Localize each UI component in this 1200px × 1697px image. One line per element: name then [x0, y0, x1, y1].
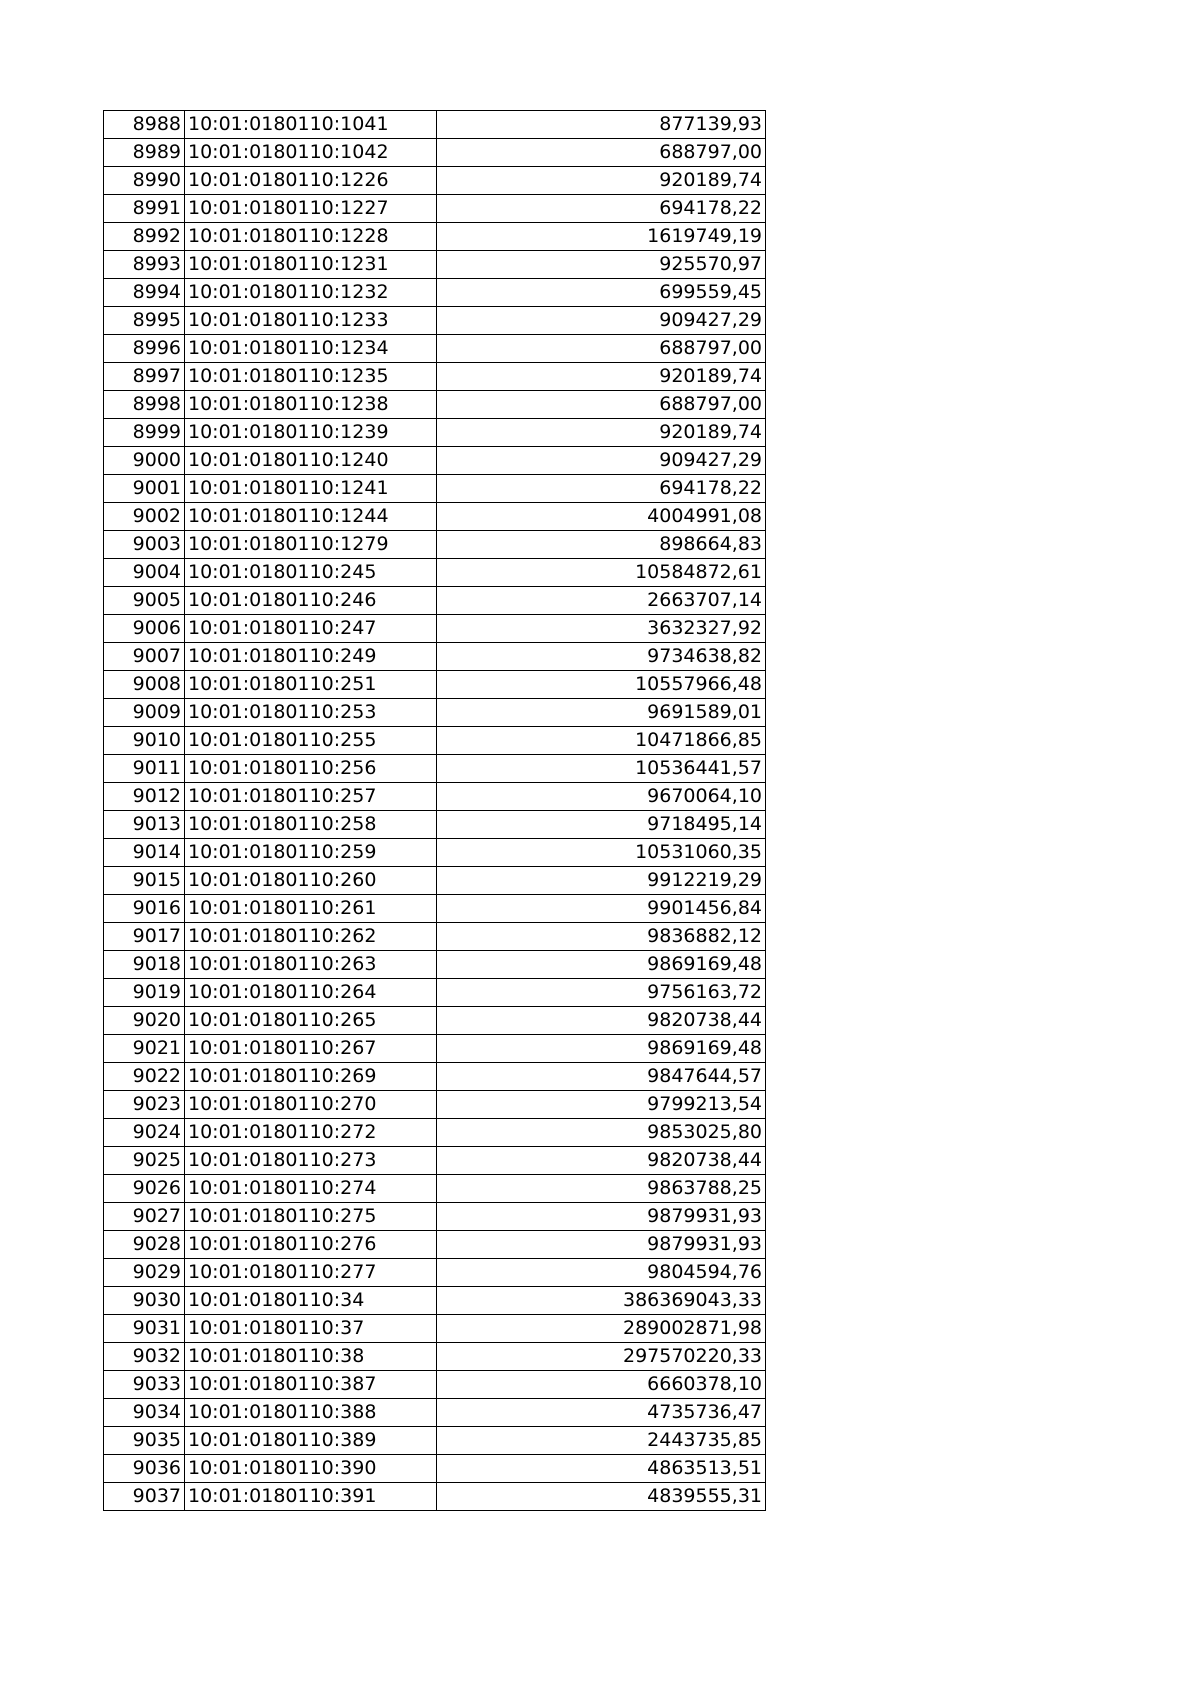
- row-number-cell: 9000: [104, 447, 185, 475]
- table-row: [104, 1455, 766, 1483]
- row-number-cell: 9011: [104, 755, 185, 783]
- value-cell: 386369043,33: [437, 1287, 766, 1315]
- cadastral-number-cell: 10:01:0180110:1226: [185, 167, 437, 195]
- row-number-cell: 9031: [104, 1315, 185, 1343]
- cadastral-number-cell: 10:01:0180110:273: [185, 1147, 437, 1175]
- row-number-cell: 9020: [104, 1007, 185, 1035]
- table-row: [104, 587, 766, 615]
- row-number-cell: 8990: [104, 167, 185, 195]
- value-cell: 898664,83: [437, 531, 766, 559]
- value-cell: 1619749,19: [437, 223, 766, 251]
- table-row: [104, 1483, 766, 1511]
- row-number-cell: 9021: [104, 1035, 185, 1063]
- value-cell: 9912219,29: [437, 867, 766, 895]
- table-row: [104, 615, 766, 643]
- row-number-cell: 9009: [104, 699, 185, 727]
- cadastral-number-cell: 10:01:0180110:1240: [185, 447, 437, 475]
- row-number-cell: 9007: [104, 643, 185, 671]
- row-number-cell: 9024: [104, 1119, 185, 1147]
- value-cell: 909427,29: [437, 307, 766, 335]
- row-number-cell: 9016: [104, 895, 185, 923]
- table-row: [104, 503, 766, 531]
- value-cell: 4863513,51: [437, 1455, 766, 1483]
- table-row: [104, 1007, 766, 1035]
- row-number-cell: 9004: [104, 559, 185, 587]
- cadastral-number-cell: 10:01:0180110:267: [185, 1035, 437, 1063]
- row-number-cell: 9026: [104, 1175, 185, 1203]
- row-number-cell: 9008: [104, 671, 185, 699]
- row-number-cell: 9002: [104, 503, 185, 531]
- value-cell: 688797,00: [437, 391, 766, 419]
- value-cell: 4839555,31: [437, 1483, 766, 1511]
- value-cell: 9804594,76: [437, 1259, 766, 1287]
- value-cell: 9820738,44: [437, 1007, 766, 1035]
- value-cell: 2663707,14: [437, 587, 766, 615]
- table-row: [104, 755, 766, 783]
- table-row: [104, 1315, 766, 1343]
- row-number-cell: 9035: [104, 1427, 185, 1455]
- table-row: [104, 475, 766, 503]
- table-row: [104, 1119, 766, 1147]
- cadastral-number-cell: 10:01:0180110:259: [185, 839, 437, 867]
- cadastral-number-cell: 10:01:0180110:264: [185, 979, 437, 1007]
- value-cell: 9869169,48: [437, 951, 766, 979]
- table-row: [104, 1371, 766, 1399]
- cadastral-number-cell: 10:01:0180110:1041: [185, 111, 437, 139]
- table-row: [104, 167, 766, 195]
- cadastral-number-cell: 10:01:0180110:253: [185, 699, 437, 727]
- value-cell: 10536441,57: [437, 755, 766, 783]
- value-cell: 9879931,93: [437, 1231, 766, 1259]
- cadastral-number-cell: 10:01:0180110:38: [185, 1343, 437, 1371]
- value-cell: 289002871,98: [437, 1315, 766, 1343]
- cadastral-number-cell: 10:01:0180110:388: [185, 1399, 437, 1427]
- cadastral-number-cell: 10:01:0180110:37: [185, 1315, 437, 1343]
- cadastral-number-cell: 10:01:0180110:1279: [185, 531, 437, 559]
- table-row: [104, 1427, 766, 1455]
- cadastral-number-cell: 10:01:0180110:269: [185, 1063, 437, 1091]
- cadastral-number-cell: 10:01:0180110:256: [185, 755, 437, 783]
- table-row: [104, 195, 766, 223]
- table-row: [104, 1147, 766, 1175]
- table-row: [104, 643, 766, 671]
- value-cell: 10531060,35: [437, 839, 766, 867]
- value-cell: 920189,74: [437, 363, 766, 391]
- cadastral-number-cell: 10:01:0180110:251: [185, 671, 437, 699]
- table-row: [104, 419, 766, 447]
- row-number-cell: 9006: [104, 615, 185, 643]
- row-number-cell: 9018: [104, 951, 185, 979]
- row-number-cell: 9017: [104, 923, 185, 951]
- row-number-cell: 8998: [104, 391, 185, 419]
- cadastral-number-cell: 10:01:0180110:255: [185, 727, 437, 755]
- row-number-cell: 8993: [104, 251, 185, 279]
- table-row: [104, 811, 766, 839]
- value-cell: 909427,29: [437, 447, 766, 475]
- cadastral-number-cell: 10:01:0180110:247: [185, 615, 437, 643]
- row-number-cell: 9019: [104, 979, 185, 1007]
- cadastral-number-cell: 10:01:0180110:389: [185, 1427, 437, 1455]
- value-cell: 9853025,80: [437, 1119, 766, 1147]
- table-row: [104, 671, 766, 699]
- cadastral-number-cell: 10:01:0180110:263: [185, 951, 437, 979]
- value-cell: 9847644,57: [437, 1063, 766, 1091]
- value-cell: 9901456,84: [437, 895, 766, 923]
- row-number-cell: 9023: [104, 1091, 185, 1119]
- row-number-cell: 9037: [104, 1483, 185, 1511]
- table-row: [104, 867, 766, 895]
- cadastral-number-cell: 10:01:0180110:1238: [185, 391, 437, 419]
- value-cell: 877139,93: [437, 111, 766, 139]
- table-row: [104, 727, 766, 755]
- cadastral-number-cell: 10:01:0180110:1228: [185, 223, 437, 251]
- value-cell: 9734638,82: [437, 643, 766, 671]
- table-row: [104, 223, 766, 251]
- value-cell: 920189,74: [437, 167, 766, 195]
- cadastral-number-cell: 10:01:0180110:275: [185, 1203, 437, 1231]
- cadastral-number-cell: 10:01:0180110:257: [185, 783, 437, 811]
- table-row: [104, 391, 766, 419]
- row-number-cell: 9030: [104, 1287, 185, 1315]
- table-row: [104, 251, 766, 279]
- table-row: [104, 363, 766, 391]
- value-cell: 9836882,12: [437, 923, 766, 951]
- cadastral-number-cell: 10:01:0180110:1244: [185, 503, 437, 531]
- table-row: [104, 1091, 766, 1119]
- row-number-cell: 9033: [104, 1371, 185, 1399]
- row-number-cell: 8995: [104, 307, 185, 335]
- row-number-cell: 9036: [104, 1455, 185, 1483]
- cadastral-number-cell: 10:01:0180110:1239: [185, 419, 437, 447]
- cadastral-number-cell: 10:01:0180110:391: [185, 1483, 437, 1511]
- value-cell: 699559,45: [437, 279, 766, 307]
- table-row: [104, 139, 766, 167]
- table-row: [104, 1035, 766, 1063]
- row-number-cell: 9012: [104, 783, 185, 811]
- table-row: [104, 307, 766, 335]
- table-row: [104, 1203, 766, 1231]
- table-row: [104, 111, 766, 139]
- table-row: [104, 559, 766, 587]
- cadastral-number-cell: 10:01:0180110:262: [185, 923, 437, 951]
- cadastral-number-cell: 10:01:0180110:246: [185, 587, 437, 615]
- row-number-cell: 9003: [104, 531, 185, 559]
- row-number-cell: 8999: [104, 419, 185, 447]
- value-cell: 9718495,14: [437, 811, 766, 839]
- row-number-cell: 8996: [104, 335, 185, 363]
- table-row: [104, 1063, 766, 1091]
- row-number-cell: 8988: [104, 111, 185, 139]
- value-cell: 694178,22: [437, 475, 766, 503]
- cadastral-number-cell: 10:01:0180110:272: [185, 1119, 437, 1147]
- value-cell: 9863788,25: [437, 1175, 766, 1203]
- value-cell: 6660378,10: [437, 1371, 766, 1399]
- row-number-cell: 9027: [104, 1203, 185, 1231]
- value-cell: 9869169,48: [437, 1035, 766, 1063]
- cadastral-number-cell: 10:01:0180110:387: [185, 1371, 437, 1399]
- row-number-cell: 9001: [104, 475, 185, 503]
- row-number-cell: 9014: [104, 839, 185, 867]
- value-cell: 9879931,93: [437, 1203, 766, 1231]
- table-body: [104, 111, 766, 1511]
- value-cell: 688797,00: [437, 335, 766, 363]
- cadastral-number-cell: 10:01:0180110:261: [185, 895, 437, 923]
- row-number-cell: 9029: [104, 1259, 185, 1287]
- table-row: [104, 1343, 766, 1371]
- row-number-cell: 9034: [104, 1399, 185, 1427]
- cadastral-number-cell: 10:01:0180110:249: [185, 643, 437, 671]
- cadastral-number-cell: 10:01:0180110:277: [185, 1259, 437, 1287]
- cadastral-number-cell: 10:01:0180110:1241: [185, 475, 437, 503]
- value-cell: 9756163,72: [437, 979, 766, 1007]
- value-cell: 4735736,47: [437, 1399, 766, 1427]
- table-row: [104, 839, 766, 867]
- value-cell: 9820738,44: [437, 1147, 766, 1175]
- table-row: [104, 335, 766, 363]
- cadastral-number-cell: 10:01:0180110:1042: [185, 139, 437, 167]
- value-cell: 10471866,85: [437, 727, 766, 755]
- value-cell: 3632327,92: [437, 615, 766, 643]
- row-number-cell: 8994: [104, 279, 185, 307]
- cadastral-number-cell: 10:01:0180110:34: [185, 1287, 437, 1315]
- cadastral-number-cell: 10:01:0180110:390: [185, 1455, 437, 1483]
- table-row: [104, 1287, 766, 1315]
- value-cell: 920189,74: [437, 419, 766, 447]
- row-number-cell: 8989: [104, 139, 185, 167]
- row-number-cell: 9015: [104, 867, 185, 895]
- row-number-cell: 9013: [104, 811, 185, 839]
- row-number-cell: 9022: [104, 1063, 185, 1091]
- cadastral-number-cell: 10:01:0180110:1235: [185, 363, 437, 391]
- table-row: [104, 1399, 766, 1427]
- cadastral-number-cell: 10:01:0180110:265: [185, 1007, 437, 1035]
- cadastral-number-cell: 10:01:0180110:1234: [185, 335, 437, 363]
- data-table: [103, 110, 766, 1511]
- value-cell: 694178,22: [437, 195, 766, 223]
- table-row: [104, 895, 766, 923]
- cadastral-number-cell: 10:01:0180110:1231: [185, 251, 437, 279]
- table-row: [104, 923, 766, 951]
- row-number-cell: 8992: [104, 223, 185, 251]
- row-number-cell: 8991: [104, 195, 185, 223]
- cadastral-number-cell: 10:01:0180110:274: [185, 1175, 437, 1203]
- cadastral-number-cell: 10:01:0180110:1227: [185, 195, 437, 223]
- row-number-cell: 9010: [104, 727, 185, 755]
- table-row: [104, 531, 766, 559]
- cadastral-number-cell: 10:01:0180110:258: [185, 811, 437, 839]
- row-number-cell: 9025: [104, 1147, 185, 1175]
- cadastral-number-cell: 10:01:0180110:270: [185, 1091, 437, 1119]
- cadastral-number-cell: 10:01:0180110:1233: [185, 307, 437, 335]
- row-number-cell: 9032: [104, 1343, 185, 1371]
- value-cell: 10557966,48: [437, 671, 766, 699]
- value-cell: 925570,97: [437, 251, 766, 279]
- table-row: [104, 279, 766, 307]
- cadastral-number-cell: 10:01:0180110:260: [185, 867, 437, 895]
- row-number-cell: 9028: [104, 1231, 185, 1259]
- row-number-cell: 9005: [104, 587, 185, 615]
- value-cell: 9670064,10: [437, 783, 766, 811]
- table-row: [104, 951, 766, 979]
- table-row: [104, 1231, 766, 1259]
- value-cell: 4004991,08: [437, 503, 766, 531]
- table-row: [104, 783, 766, 811]
- table-row: [104, 447, 766, 475]
- row-number-cell: 8997: [104, 363, 185, 391]
- value-cell: 9691589,01: [437, 699, 766, 727]
- cadastral-number-cell: 10:01:0180110:245: [185, 559, 437, 587]
- table-row: [104, 1175, 766, 1203]
- cadastral-number-cell: 10:01:0180110:276: [185, 1231, 437, 1259]
- value-cell: 2443735,85: [437, 1427, 766, 1455]
- cadastral-number-cell: 10:01:0180110:1232: [185, 279, 437, 307]
- table-row: [104, 699, 766, 727]
- value-cell: 297570220,33: [437, 1343, 766, 1371]
- table-row: [104, 1259, 766, 1287]
- value-cell: 9799213,54: [437, 1091, 766, 1119]
- table-row: [104, 979, 766, 1007]
- value-cell: 10584872,61: [437, 559, 766, 587]
- value-cell: 688797,00: [437, 139, 766, 167]
